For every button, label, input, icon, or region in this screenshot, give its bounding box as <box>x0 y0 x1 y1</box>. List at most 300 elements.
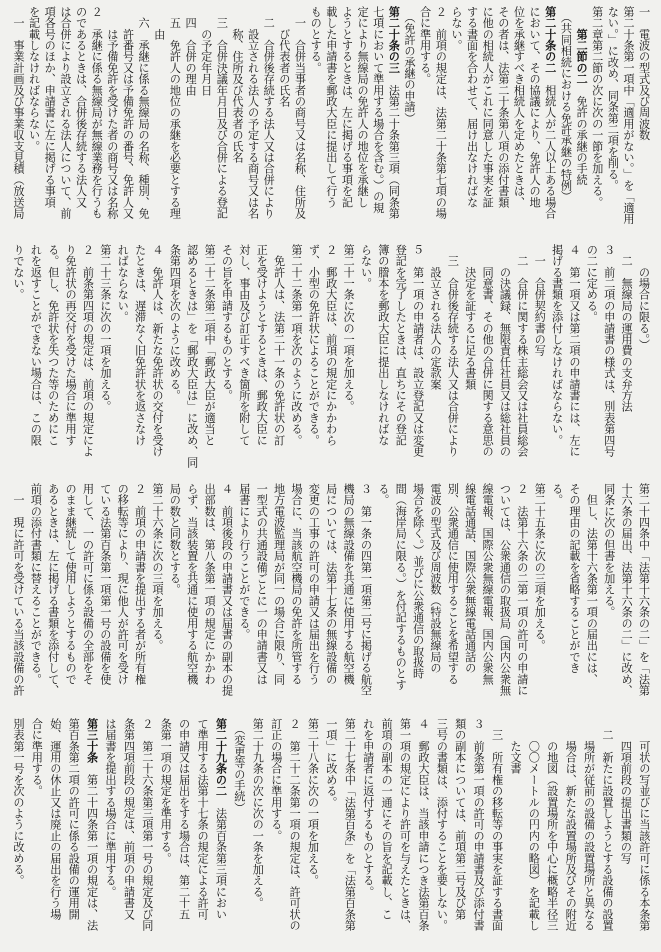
text-line: 合に準用する。 <box>30 718 44 797</box>
text-column <box>99 244 111 474</box>
text-column <box>342 483 354 713</box>
text-line: 定により無線局の免許人の地位を承継し <box>356 6 370 208</box>
text-column <box>290 244 302 474</box>
text-line: は届書を提出する場合に準用する。 <box>104 718 118 898</box>
article-heading: 第二節の二 <box>575 6 589 85</box>
text-line: 三 合併後存続する法人又は合併により <box>446 244 460 457</box>
text-line: ２ 郵政大臣は、前項の規定にかかわら <box>324 244 338 446</box>
text-column <box>446 244 458 474</box>
text-line: ３ 第一条の四第一項第二号に掲げる航空 <box>359 483 373 696</box>
text-line: 第百条第二項の許可に係る設備の運用開 <box>67 718 81 920</box>
text-line: その者は、法第二十条第八項の添付書類 <box>496 6 510 208</box>
text-line: ４ 免許人は、新たな免許状の交付を受け <box>151 244 164 457</box>
text-column <box>638 244 650 474</box>
text-column <box>360 244 372 474</box>
text-column <box>399 718 411 948</box>
text-line: る。 <box>550 483 564 506</box>
text-line: 二 合併に関する株主総会又は社員総会 <box>515 244 529 457</box>
text-line: 項各号のほか、申請書に左に掲げる事項 <box>43 6 57 208</box>
text-line: の場合に限る。） <box>637 244 651 351</box>
text-line: 変更の工事の許可の申請又は届出を行う <box>307 483 321 685</box>
text-line: ようとするときは、左に掲げる事項を記 <box>340 6 354 208</box>
text-column <box>251 718 263 948</box>
text-line: び代表者の氏名 <box>277 6 291 107</box>
text-column <box>356 6 368 236</box>
text-column <box>568 483 580 713</box>
text-line: （変更等の手続） <box>232 718 246 814</box>
text-line: 正を受けようとするときは、郵政大臣に <box>255 244 269 446</box>
text-column <box>186 244 198 474</box>
text-column <box>472 718 484 948</box>
text-column <box>377 244 389 474</box>
text-column <box>620 244 632 474</box>
text-line: る。但し、免許状を失つた等のためにこ <box>46 244 60 446</box>
text-line: する書面を合わせて、届け出なければな <box>465 6 479 208</box>
text-line: る。 <box>376 483 390 506</box>
text-column <box>419 6 431 236</box>
text-column <box>372 6 384 236</box>
text-line: 免許の承継の手続 <box>575 84 589 186</box>
text-line: 第二章第二節の次に次の一節を加える。 <box>590 6 604 208</box>
text-column <box>221 244 233 474</box>
text-column <box>247 6 259 236</box>
text-line: 相続人が二人以上ある場合 <box>543 73 557 219</box>
text-column <box>43 6 55 236</box>
text-column <box>583 718 595 948</box>
text-column <box>603 244 615 474</box>
text-tier <box>12 483 650 713</box>
text-line: 由 <box>152 6 166 40</box>
text-column <box>325 244 337 474</box>
text-column <box>64 244 76 474</box>
text-column <box>638 6 650 236</box>
text-column <box>255 483 267 713</box>
text-line: あるときは、左に掲げる書類を添付して、 <box>46 483 60 696</box>
text-line: 六 承継に係る無線局の名称、種別、免 <box>137 6 151 219</box>
text-column <box>412 483 424 713</box>
text-line: ４ 郵政大臣は、当該申請につき法第百条 <box>416 718 430 931</box>
text-column <box>638 718 650 948</box>
text-line: 地方電波監理局が同一の場合に限り、同 <box>272 483 286 685</box>
text-column <box>559 6 571 236</box>
text-column <box>67 718 79 948</box>
text-line: その旨を申請するものとする。 <box>220 244 234 401</box>
text-line: 法第二十条第三項（同条第 <box>387 73 401 219</box>
text-line: 第二十四条中「法第十六条の二」を「法第 <box>637 483 651 696</box>
text-line: 設立される法人の定款案 <box>429 244 442 390</box>
text-line: 出部数は、第八条第一項の規定にかかわ <box>203 483 217 685</box>
text-line: 簿の謄本を郵政大臣に提出しなければな <box>376 244 390 446</box>
text-column <box>464 244 476 474</box>
text-column <box>134 244 146 474</box>
text-line: 一 合併当事者の商号又は名称、住所及 <box>293 6 307 219</box>
text-line: らない。 <box>449 6 463 51</box>
text-column <box>325 483 337 713</box>
text-column <box>481 6 493 236</box>
article-heading: 第二十九条の二 <box>214 718 228 797</box>
text-line: 五 免許人の地位の承継を必要とする理 <box>168 6 182 219</box>
text-line: 登記を完了したときは、直ちにその登記 <box>394 244 408 446</box>
text-line: ている法第百条第一項第一号の設備を使 <box>98 483 112 685</box>
text-line: 載した申請書を郵政大臣に提出して行う <box>324 6 338 208</box>
text-column <box>380 718 392 948</box>
text-column <box>466 6 478 236</box>
text-line: 場合を除く。）並びに公衆通信の取扱時 <box>411 483 425 679</box>
text-line: ４ 第一項又は第二項の申請書には、左に <box>568 244 581 457</box>
text-tier <box>12 6 650 236</box>
text-column <box>564 718 576 948</box>
text-line: の申請又は届出をする場合は、第二十五 <box>177 718 191 920</box>
text-line: は予備免許を受けた者の商号又は名称 <box>105 6 119 219</box>
text-line: の地図（設置場所を中心に概略半径三 <box>545 718 559 931</box>
text-column <box>499 483 511 713</box>
text-line: 第二十条第一項中「適用がない。」を「適用 <box>621 6 635 225</box>
text-column <box>481 483 493 713</box>
text-column <box>151 483 163 713</box>
text-column <box>106 6 118 236</box>
text-line: 三 所有権の移転等の事実を証する書面 <box>490 718 504 931</box>
text-column <box>622 6 634 236</box>
text-column <box>200 6 212 236</box>
text-column <box>231 6 243 236</box>
text-line: 許番号又は予備免許の番号、免許人又 <box>121 6 135 219</box>
text-line: を記載しなければならない。 <box>27 6 41 152</box>
text-column <box>153 6 165 236</box>
text-line: 〇〇メートルの円内の略図）を記載し <box>527 718 541 931</box>
text-line: 四項前段の提出書類の写 <box>619 718 633 864</box>
text-column <box>575 6 587 236</box>
text-line: は合併により設立される法人について、前 <box>58 6 72 219</box>
text-column <box>491 718 503 948</box>
text-column <box>273 244 285 474</box>
text-line: （免許の承継の申請） <box>403 6 417 124</box>
text-column <box>47 244 59 474</box>
text-line: 一項」に改める。 <box>324 718 338 808</box>
text-line: 二 無線局の運用費の支弁方法 <box>620 244 634 412</box>
text-column <box>585 244 597 474</box>
text-line: 第二十七条中「法第百条」を「法第百条第 <box>343 718 357 931</box>
text-line: 前項の添付書類に替えることができる。 <box>29 483 43 685</box>
text-line: 用して、一の許可に係る設備の全部をそ <box>81 483 95 685</box>
text-column <box>417 718 429 948</box>
text-column <box>434 6 446 236</box>
text-line: の二に定める。 <box>585 244 599 323</box>
text-column <box>30 718 42 948</box>
text-column <box>104 718 116 948</box>
text-column <box>591 6 603 236</box>
text-tier <box>12 244 650 474</box>
text-line: 対し、事由及び訂正すべき箇所を附して <box>237 244 251 446</box>
text-column <box>186 483 198 713</box>
text-line: ２ 前項の規定は、法第二十条第七項の場 <box>434 6 448 219</box>
text-column <box>90 6 102 236</box>
article-heading: 第二十条の三 <box>387 6 401 74</box>
text-line: 設立される法人の予定する商号又は名 <box>246 6 260 219</box>
text-line: において、その協議により、免許人の地 <box>528 6 542 208</box>
text-line: 二 合併後存続する法人又は合併により <box>262 6 276 219</box>
text-column <box>12 6 24 236</box>
text-line: 一 事業計画及び事業収支見積（放送局 <box>12 6 25 219</box>
text-line: ない。」に改め、同条第二項を削る。 <box>606 6 620 191</box>
text-column <box>343 718 355 948</box>
text-column <box>546 718 558 948</box>
text-column <box>82 244 94 474</box>
text-line: 前項の副本の一通にその旨を記載し、こ <box>380 718 394 920</box>
text-line: ２ 前項の申請書を提出する者が所有権 <box>133 483 147 685</box>
text-line: 同条に次の但書を加える。 <box>602 483 616 618</box>
text-line: ２ 法第十六条の二第一項の許可の申請に <box>515 483 529 696</box>
text-line: 認めるときは」を「郵政大臣は」に改め、同 <box>185 244 199 468</box>
text-line: 位を承継すべき相続人を定めたときは、 <box>512 6 526 208</box>
text-column <box>446 483 458 713</box>
text-line: ついては、公衆通信の取扱局（国内公衆無 <box>498 483 512 696</box>
text-line: 条第四項前段の規定は、前項の申請書又 <box>122 718 136 920</box>
text-column <box>221 483 233 713</box>
text-column <box>360 483 372 713</box>
text-line: の決議録、無限責任社員又は総社員の <box>498 244 512 457</box>
text-line: ２ 第二十六条第三項第一号の規定及び同 <box>140 718 154 931</box>
text-column <box>307 483 319 713</box>
article-heading: 第三十条 <box>85 718 99 763</box>
text-column <box>377 483 389 713</box>
text-line: 場所が従前の設備の設置場所と異なる <box>582 718 596 931</box>
text-column <box>273 483 285 713</box>
text-line: 局の数と同数とする。 <box>168 483 182 595</box>
text-column <box>509 718 521 948</box>
text-column <box>122 718 134 948</box>
text-line: に他の相続人がこれに同意した事実を証 <box>481 6 495 208</box>
text-line: 三号の書類は、添付することを要しない。 <box>435 718 449 931</box>
text-line: ２ 第二十二条第一項の規定は、許可状の <box>288 718 302 931</box>
text-line: て準用する法第十七条の規定による許可 <box>196 718 210 920</box>
text-line: 線電話通話、国際公衆無線電話通話の <box>463 483 477 674</box>
text-line: 第二十四条第一項の規定は、法 <box>85 762 99 931</box>
text-line: 掲げる書類を添付しなければならない。 <box>550 244 564 446</box>
text-line: 第二十八条に次の一項を加える。 <box>306 718 320 886</box>
text-line: ず、小型の免許状によることができる。 <box>307 244 321 446</box>
text-line: 一 合併契約書の写 <box>533 244 547 356</box>
text-line: 第二十六条に次の三項を加える。 <box>151 483 164 651</box>
text-line: 法第百条第三項におい <box>214 796 228 920</box>
text-column <box>429 483 441 713</box>
text-column <box>12 244 24 474</box>
text-column <box>464 483 476 713</box>
text-line: 訂正の場合に準用する。 <box>269 718 283 842</box>
text-column <box>325 6 337 236</box>
text-column <box>601 718 613 948</box>
text-column <box>233 718 245 948</box>
text-line: 第二十三条に次の一項を加える。 <box>98 244 112 412</box>
text-column <box>196 718 208 948</box>
text-column <box>99 483 111 713</box>
text-line: りでない。 <box>12 244 25 300</box>
text-column <box>342 244 354 474</box>
text-line: 七項において準用する場合を含む。）の規 <box>371 6 385 214</box>
text-line: 条第四項を次のように改める。 <box>168 244 182 401</box>
text-line: の予定年月日 <box>199 6 213 96</box>
text-line: ５ 第一項の申請者は、設立登記又は変更 <box>411 244 425 457</box>
text-line: の移転等により、現に他人が許可を受け <box>116 483 130 685</box>
text-line: 一型式の共通設備ごとに一の申請書又は <box>255 483 269 685</box>
text-column <box>64 483 76 713</box>
text-column <box>481 244 493 474</box>
text-column <box>203 483 215 713</box>
text-column <box>307 244 319 474</box>
text-line: らない。 <box>359 244 373 289</box>
text-column <box>362 718 374 948</box>
text-column <box>394 244 406 474</box>
text-column <box>121 6 133 236</box>
text-line: 可状の写並びに当該許可に係る本条第 <box>637 718 651 931</box>
text-column <box>215 6 227 236</box>
text-line: 三 合併決議年月日及び合併による登記 <box>215 6 229 219</box>
text-column <box>450 6 462 236</box>
text-line: 但し、法第十六条第一項の届出には、 <box>585 483 599 685</box>
text-column <box>454 718 466 948</box>
text-line: 条第一項の規定を準用する。 <box>159 718 173 864</box>
text-column <box>116 244 128 474</box>
text-column <box>497 6 509 236</box>
text-column <box>307 718 319 948</box>
text-column <box>255 244 267 474</box>
text-column <box>47 483 59 713</box>
text-line: 第一項の規定により許可を与えたときは、 <box>398 718 412 931</box>
text-line: 一 現に許可を受けている当該設備の許 <box>12 483 25 696</box>
text-column <box>82 483 94 713</box>
text-column <box>151 244 163 474</box>
text-line: た文書 <box>508 718 522 774</box>
text-line: その理由の記載を省略することができ <box>568 483 581 674</box>
text-column <box>262 6 274 236</box>
text-column <box>638 483 650 713</box>
text-line: 二 新たに設置しようとする設備の設置 <box>601 718 614 931</box>
text-column <box>551 483 563 713</box>
text-column <box>325 718 337 948</box>
text-line: 線電報、国際公衆無線電報、国内公衆無 <box>481 483 495 685</box>
text-column <box>238 244 250 474</box>
text-column <box>178 718 190 948</box>
text-line: 決定を証するに足る書類 <box>463 244 477 390</box>
text-column <box>116 483 128 713</box>
text-column <box>340 6 352 236</box>
text-column <box>134 483 146 713</box>
text-line: のであるときは、合併後存続する法人又 <box>74 6 88 208</box>
text-line: 間（海岸局に限る。）を付記するものとす <box>394 483 408 691</box>
text-line: 場合に、当該航空機局の免許を所管する <box>290 483 303 685</box>
text-tier <box>12 718 650 948</box>
text-line: 機局の無線設備を共通に使用する航空機 <box>342 483 356 685</box>
text-line: 同意書、その他の合併に関する意思の <box>481 244 495 457</box>
text-column <box>513 6 525 236</box>
text-column <box>49 718 61 948</box>
text-column <box>533 483 545 713</box>
text-column <box>168 483 180 713</box>
text-column <box>278 6 290 236</box>
text-column <box>394 483 406 713</box>
text-column <box>290 483 302 713</box>
text-line: のまま継続して使用しようとするもので <box>64 483 78 685</box>
text-column <box>544 6 556 236</box>
text-column <box>620 483 632 713</box>
text-line: 類の副本については、前項第二号及び第 <box>453 718 467 920</box>
text-column <box>238 483 250 713</box>
text-column <box>585 483 597 713</box>
text-line: ３ 前条第一項の許可の申請書及び添付書 <box>472 718 486 931</box>
text-column <box>141 718 153 948</box>
text-line: 第二十一条に次の一項を加える。 <box>342 244 356 412</box>
text-line: 始、運用の休止又は廃止の届出を行う場 <box>48 718 62 920</box>
text-column <box>168 244 180 474</box>
text-column <box>309 6 321 236</box>
text-line: ればならない。 <box>116 244 130 323</box>
text-line: ４ 前項後段の申請書又は届書の副本の提 <box>220 483 234 696</box>
text-line: 局については、法第十七条の無線設備の <box>324 483 338 685</box>
text-column <box>168 6 180 236</box>
text-line: 届書により行うことができる。 <box>237 483 251 640</box>
text-column <box>159 718 171 948</box>
text-line: 十六条の届出、法第十六条の二」に改め、 <box>620 483 634 696</box>
text-line: 四 合併の理由 <box>184 6 198 96</box>
text-column <box>603 483 615 713</box>
text-column <box>528 6 540 236</box>
text-line: れを返すことができない場合は、この限 <box>29 244 43 446</box>
text-column <box>533 244 545 474</box>
text-column <box>403 6 415 236</box>
text-column <box>137 6 149 236</box>
text-line: 一 電波の型式及び周波数 <box>637 6 651 141</box>
text-line: らず、当該装置を共通に使用する航空機 <box>185 483 199 685</box>
text-column <box>203 244 215 474</box>
text-line: 別、公衆通信に使用することを希望する <box>446 483 460 685</box>
text-line: ２ 前条第四項の規定は、前項の規定によ <box>81 244 95 457</box>
text-line: 第二十二条第一項を次のように改める。 <box>290 244 303 446</box>
text-line: ３ 前二項の申請書の様式は、別表第四号 <box>602 244 616 457</box>
text-line: 電波の型式及び周波数（特設無線局の <box>429 483 442 674</box>
text-line: 免許人は、法第二十一条の免許状の訂 <box>272 244 286 446</box>
text-line: ２ 承継に係る無線局が無線業務を行うも <box>90 6 104 219</box>
text-column <box>516 483 528 713</box>
text-column <box>184 6 196 236</box>
text-column <box>619 718 631 948</box>
text-column <box>29 244 41 474</box>
text-line: 合に準用する。 <box>418 6 432 85</box>
text-column <box>12 483 24 713</box>
text-column <box>429 244 441 474</box>
text-line: 第二十五条に次の三項を加える。 <box>533 483 547 651</box>
text-line: り免許状の再交付を受けた場合に準用す <box>64 244 78 446</box>
text-line: 称、住所及び代表者の氏名 <box>230 6 244 163</box>
text-line: ものとする。 <box>309 6 323 74</box>
text-column <box>551 244 563 474</box>
text-column <box>387 6 399 236</box>
text-line: 別表第一号を次のように改める。 <box>12 718 25 886</box>
text-column <box>214 718 226 948</box>
text-column <box>606 6 618 236</box>
text-column <box>435 718 447 948</box>
text-line: れを申請者に返付するものとする。 <box>361 718 375 898</box>
text-column <box>288 718 300 948</box>
text-column <box>516 244 528 474</box>
text-line: 場合は、新たな設置場所及びその附近 <box>564 718 578 931</box>
text-column <box>29 483 41 713</box>
text-column <box>28 6 40 236</box>
text-line: 第二十二条第二項中「郵政大臣が適当と <box>203 244 217 446</box>
text-column <box>294 6 306 236</box>
text-column <box>86 718 98 948</box>
text-column <box>412 244 424 474</box>
text-column <box>527 718 539 948</box>
text-line: たときは、遅滞なく旧免許状を返さなけ <box>133 244 147 446</box>
